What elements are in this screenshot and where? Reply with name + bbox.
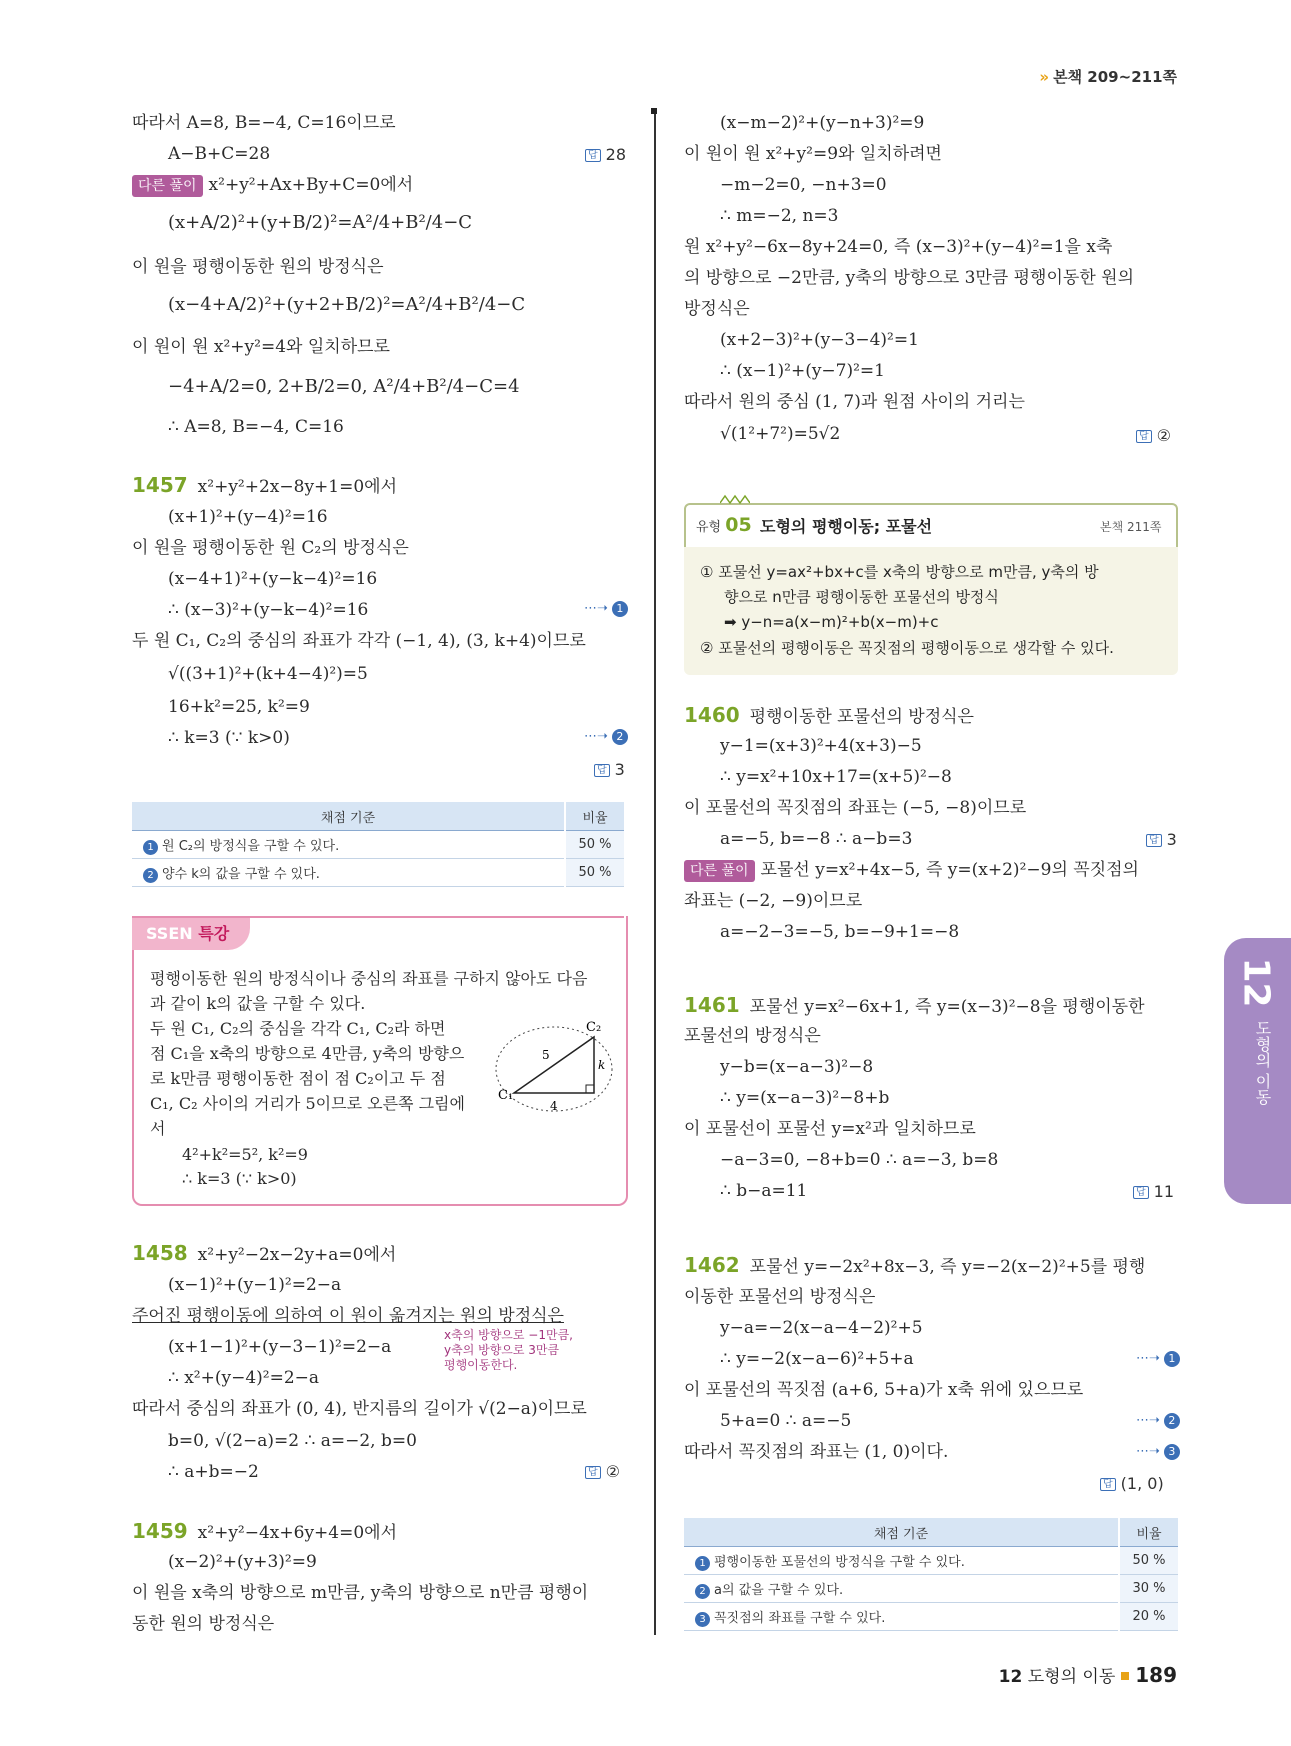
text-line: 점 C₁을 x축의 방향으로 4만큼, y축의 방향으	[150, 1044, 465, 1063]
answer-mark: 답 ②	[1136, 426, 1171, 445]
chapter-number: 12	[1235, 957, 1277, 1008]
text-line: 따라서 꼭짓점의 좌표는 (1, 0)이다.	[684, 1442, 949, 1462]
text-line: ∴ a+b=−2	[168, 1462, 259, 1482]
table-row: 2 양수 k의 값을 구할 수 있다. 50 %	[132, 859, 624, 887]
type-title: 도형의 평행이동; 포물선	[760, 517, 933, 536]
text-line: a=−5, b=−8 ∴ a−b=3	[720, 829, 913, 849]
problem-1462: 1462 포물선 y=−2x²+8x−3, 즉 y=−2(x−2)²+5를 평행	[684, 1253, 1146, 1277]
type-text: ➡ y−n=a(x−m)²+b(x−m)+c	[724, 613, 939, 631]
text-line: 따라서 중심의 좌표가 (0, 4), 반지름의 길이가 √(2−a)이므로	[132, 1399, 587, 1419]
table-row: 2 a의 값을 구할 수 있다. 30 %	[684, 1575, 1178, 1603]
square-bullet-icon	[1121, 1672, 1129, 1680]
table-row: 1 원 C₂의 방정식을 구할 수 있다. 50 %	[132, 831, 624, 859]
answer-icon: 답	[1146, 834, 1162, 847]
text-line: (x−2)²+(y+3)²=9	[168, 1552, 317, 1572]
text-line: (x+1)²+(y−4)²=16	[168, 507, 328, 527]
text-line: −a−3=0, −8+b=0 ∴ a=−3, b=8	[720, 1150, 999, 1170]
text-line: a=−2−3=−5, b=−9+1=−8	[720, 922, 960, 942]
double-chevron-icon: »	[1039, 68, 1050, 86]
text-line: 이 원을 x축의 방향으로 m만큼, y축의 방향으로 n만큼 평행이	[132, 1583, 589, 1603]
page-footer: 12 도형의 이동 189	[998, 1663, 1177, 1687]
text-line: ∴ m=−2, n=3	[720, 206, 839, 226]
text-line: (x+1−1)²+(y−3−1)²=2−a	[168, 1337, 392, 1357]
answer-icon: 답	[1133, 1186, 1149, 1199]
type-text: 향으로 n만큼 평행이동한 포물선의 방정식	[724, 588, 999, 606]
text-line: 16+k²=25, k²=9	[168, 697, 310, 717]
text-line: 5+a=0 ∴ a=−5	[720, 1411, 852, 1431]
text-line: 동한 원의 방정식은	[132, 1614, 275, 1634]
text-line: 주어진 평행이동에 의하여 이 원이 옮겨지는 원의 방정식은	[132, 1306, 564, 1326]
text-line: −m−2=0, −n+3=0	[720, 175, 887, 195]
problem-number: 1461	[684, 993, 740, 1017]
text-line: 4²+k²=5², k²=9	[182, 1145, 308, 1164]
text-line: 두 원 C₁, C₂의 중심의 좌표가 각각 (−1, 4), (3, k+4)이므로	[132, 631, 586, 651]
table-header: 비율	[1119, 1518, 1178, 1547]
text-line: √(1²+7²)=5√2	[720, 424, 841, 444]
table-header: 비율	[565, 802, 624, 831]
text-line: ∴ (x−1)²+(y−7)²=1	[720, 361, 885, 381]
answer-icon: 답	[1136, 430, 1152, 443]
scoring-table	[684, 1518, 1178, 1631]
text-line: b=0, √(2−a)=2 ∴ a=−2, b=0	[168, 1431, 417, 1451]
problem-number: 1458	[132, 1241, 188, 1265]
page-number: 189	[1135, 1663, 1177, 1687]
table-row: 1 평행이동한 포물선의 방정식을 구할 수 있다. 50 %	[684, 1547, 1178, 1575]
answer-icon: 답	[585, 149, 601, 162]
answer-mark: 답 3	[594, 760, 625, 779]
alt-solution-line: 다른 풀이 x²+y²+Ax+By+C=0에서	[132, 174, 413, 197]
table-header: 채점 기준	[132, 802, 565, 831]
text-line: 따라서 원의 중심 (1, 7)과 원점 사이의 거리는	[684, 392, 1025, 412]
problem-number: 1462	[684, 1253, 740, 1277]
text-line: 과 같이 k의 값을 구할 수 있다.	[150, 994, 366, 1013]
answer-icon: 답	[594, 764, 610, 777]
text-line: (x−m−2)²+(y−n+3)²=9	[720, 113, 925, 133]
problem-1457: 1457 x²+y²+2x−8y+1=0에서	[132, 473, 398, 497]
height-label: k	[598, 1058, 606, 1072]
answer-mark: 답 11	[1133, 1182, 1174, 1201]
zigzag-icon	[720, 493, 750, 505]
text-line: 포물선의 방정식은	[684, 1026, 821, 1046]
text-line: y−b=(x−a−3)²−8	[720, 1057, 874, 1077]
alt-solution-badge: 다른 풀이	[684, 860, 755, 882]
text-line: ∴ k=3 (∵ k>0)	[182, 1169, 297, 1188]
text-line: 의 방향으로 −2만큼, y축의 방향으로 3만큼 평행이동한 원의	[684, 268, 1134, 288]
text-line: ∴ k=3 (∵ k>0)	[168, 728, 290, 748]
step-marker: ⋯➝ 2	[584, 729, 628, 745]
text-line: (x+2−3)²+(y−3−4)²=1	[720, 330, 919, 350]
right-triangle	[514, 1037, 594, 1093]
text-line: 이 포물선이 포물선 y=x²과 일치하므로	[684, 1119, 976, 1139]
text-line: ∴ y=(x−a−3)²−8+b	[720, 1088, 890, 1108]
formula-line: (x−4+A/2)²+(y+2+B/2)²=A²/4+B²/4−C	[168, 294, 526, 315]
right-angle-mark	[586, 1085, 594, 1093]
text-line: 두 원 C₁, C₂의 중심을 각각 C₁, C₂라 하면	[150, 1019, 446, 1038]
step-marker: ⋯➝ 1	[1136, 1351, 1180, 1367]
hypotenuse-label: 5	[542, 1048, 550, 1062]
answer-icon: 답	[1100, 1478, 1116, 1491]
table-row: 3 꼭짓점의 좌표를 구할 수 있다. 20 %	[684, 1603, 1178, 1631]
answer-mark: 답 (1, 0)	[1100, 1474, 1164, 1493]
text-line: ∴ (x−3)²+(y−k−4)²=16	[168, 600, 369, 620]
text-line: 방정식은	[684, 299, 750, 319]
text-line: 이 원이 원 x²+y²=4와 일치하므로	[132, 337, 390, 357]
text-line: 이 원을 평행이동한 원 C₂의 방정식은	[132, 538, 409, 558]
type-text: ② 포물선의 평행이동은 꼭짓점의 평행이동으로 생각할 수 있다.	[700, 639, 1114, 657]
text-line: A−B+C=28	[168, 144, 271, 164]
type-text: ① 포물선 y=ax²+bx+c를 x축의 방향으로 m만큼, y축의 방	[700, 563, 1099, 581]
type-label: 유형 05	[696, 514, 752, 536]
text-line: ∴ y=−2(x−a−6)²+5+a	[720, 1349, 914, 1369]
formula-line: (x+A/2)²+(y+B/2)²=A²/4+B²/4−C	[168, 212, 473, 233]
chapter-label: 도형의 이동	[1253, 1020, 1272, 1106]
triangle-figure	[494, 1015, 614, 1115]
problem-1459: 1459 x²+y²−4x+6y+4=0에서	[132, 1519, 398, 1543]
step-marker: ⋯➝ 3	[1136, 1444, 1180, 1460]
point-c2-label: C₂	[586, 1020, 602, 1035]
text-line: ∴ b−a=11	[720, 1181, 808, 1201]
text-line: 따라서 A=8, B=−4, C=16이므로	[132, 113, 396, 133]
column-divider-marker	[651, 108, 657, 114]
problem-number: 1460	[684, 703, 740, 727]
alt-solution-line: 다른 풀이 포물선 y=x²+4x−5, 즉 y=(x+2)²−9의 꼭짓점의	[684, 859, 1139, 882]
text-line: ∴ A=8, B=−4, C=16	[168, 417, 344, 437]
text-line: (x−1)²+(y−1)²=2−a	[168, 1275, 342, 1295]
problem-1461: 1461 포물선 y=x²−6x+1, 즉 y=(x−3)²−8을 평행이동한	[684, 993, 1145, 1017]
text-line: (x−4+1)²+(y−k−4)²=16	[168, 569, 378, 589]
formula-line: −4+A/2=0, 2+B/2=0, A²/4+B²/4−C=4	[168, 376, 520, 397]
problem-number: 1457	[132, 473, 188, 497]
table-header: 채점 기준	[684, 1518, 1119, 1547]
text-line: 이 포물선의 꼭짓점의 좌표는 (−5, −8)이므로	[684, 798, 1027, 818]
problem-number: 1459	[132, 1519, 188, 1543]
alt-solution-badge: 다른 풀이	[132, 175, 203, 197]
ssen-title: SSEN 특강	[146, 924, 230, 943]
text-line: 이동한 포물선의 방정식은	[684, 1287, 876, 1307]
text-line: 원 x²+y²−6x−8y+24=0, 즉 (x−3)²+(y−4)²=1을 x축	[684, 237, 1113, 257]
text-line: y−1=(x+3)²+4(x+3)−5	[720, 736, 922, 756]
text-line: √((3+1)²+(k+4−4)²)=5	[168, 664, 368, 684]
text-line: y−a=−2(x−a−4−2)²+5	[720, 1318, 923, 1338]
answer-mark: 답 3	[1146, 830, 1177, 849]
step-marker: ⋯➝ 2	[1136, 1413, 1180, 1429]
text-line: 좌표는 (−2, −9)이므로	[684, 891, 863, 911]
scoring-table	[132, 802, 624, 887]
text-line: 이 포물선의 꼭짓점 (a+6, 5+a)가 x축 위에 있으므로	[684, 1380, 1084, 1400]
text-line: 평행이동한 원의 방정식이나 중심의 좌표를 구하지 않아도 다음	[150, 969, 588, 988]
annotation-note: x축의 방향으로 −1만큼, y축의 방향으로 3만큼 평행이동한다.	[444, 1328, 573, 1372]
column-divider	[654, 110, 656, 1635]
problem-1460: 1460 평행이동한 포물선의 방정식은	[684, 703, 974, 727]
text-line: C₁, C₂ 사이의 거리가 5이므로 오른쪽 그림에	[150, 1094, 465, 1113]
answer-icon: 답	[585, 1466, 601, 1479]
base-label: 4	[550, 1099, 558, 1113]
answer-mark: 답 ②	[585, 1462, 620, 1481]
point-c1-label: C₁	[498, 1088, 514, 1103]
page-reference: » 본책 209~211쪽	[1039, 68, 1177, 86]
answer-mark: 답 28	[585, 145, 626, 164]
step-marker: ⋯➝ 1	[584, 601, 628, 617]
text-line: ∴ x²+(y−4)²=2−a	[168, 1368, 320, 1388]
text-line: ∴ y=x²+10x+17=(x+5)²−8	[720, 767, 952, 787]
text-line: 이 원이 원 x²+y²=9와 일치하려면	[684, 144, 942, 164]
problem-1458: 1458 x²+y²−2x−2y+a=0에서	[132, 1241, 397, 1265]
text-line: 로 k만큼 평행이동한 점이 점 C₂이고 두 점	[150, 1069, 446, 1088]
text-line: 이 원을 평행이동한 원의 방정식은	[132, 257, 384, 277]
type-ref: 본책 211쪽	[1100, 520, 1162, 534]
text-line: 서	[150, 1119, 166, 1138]
